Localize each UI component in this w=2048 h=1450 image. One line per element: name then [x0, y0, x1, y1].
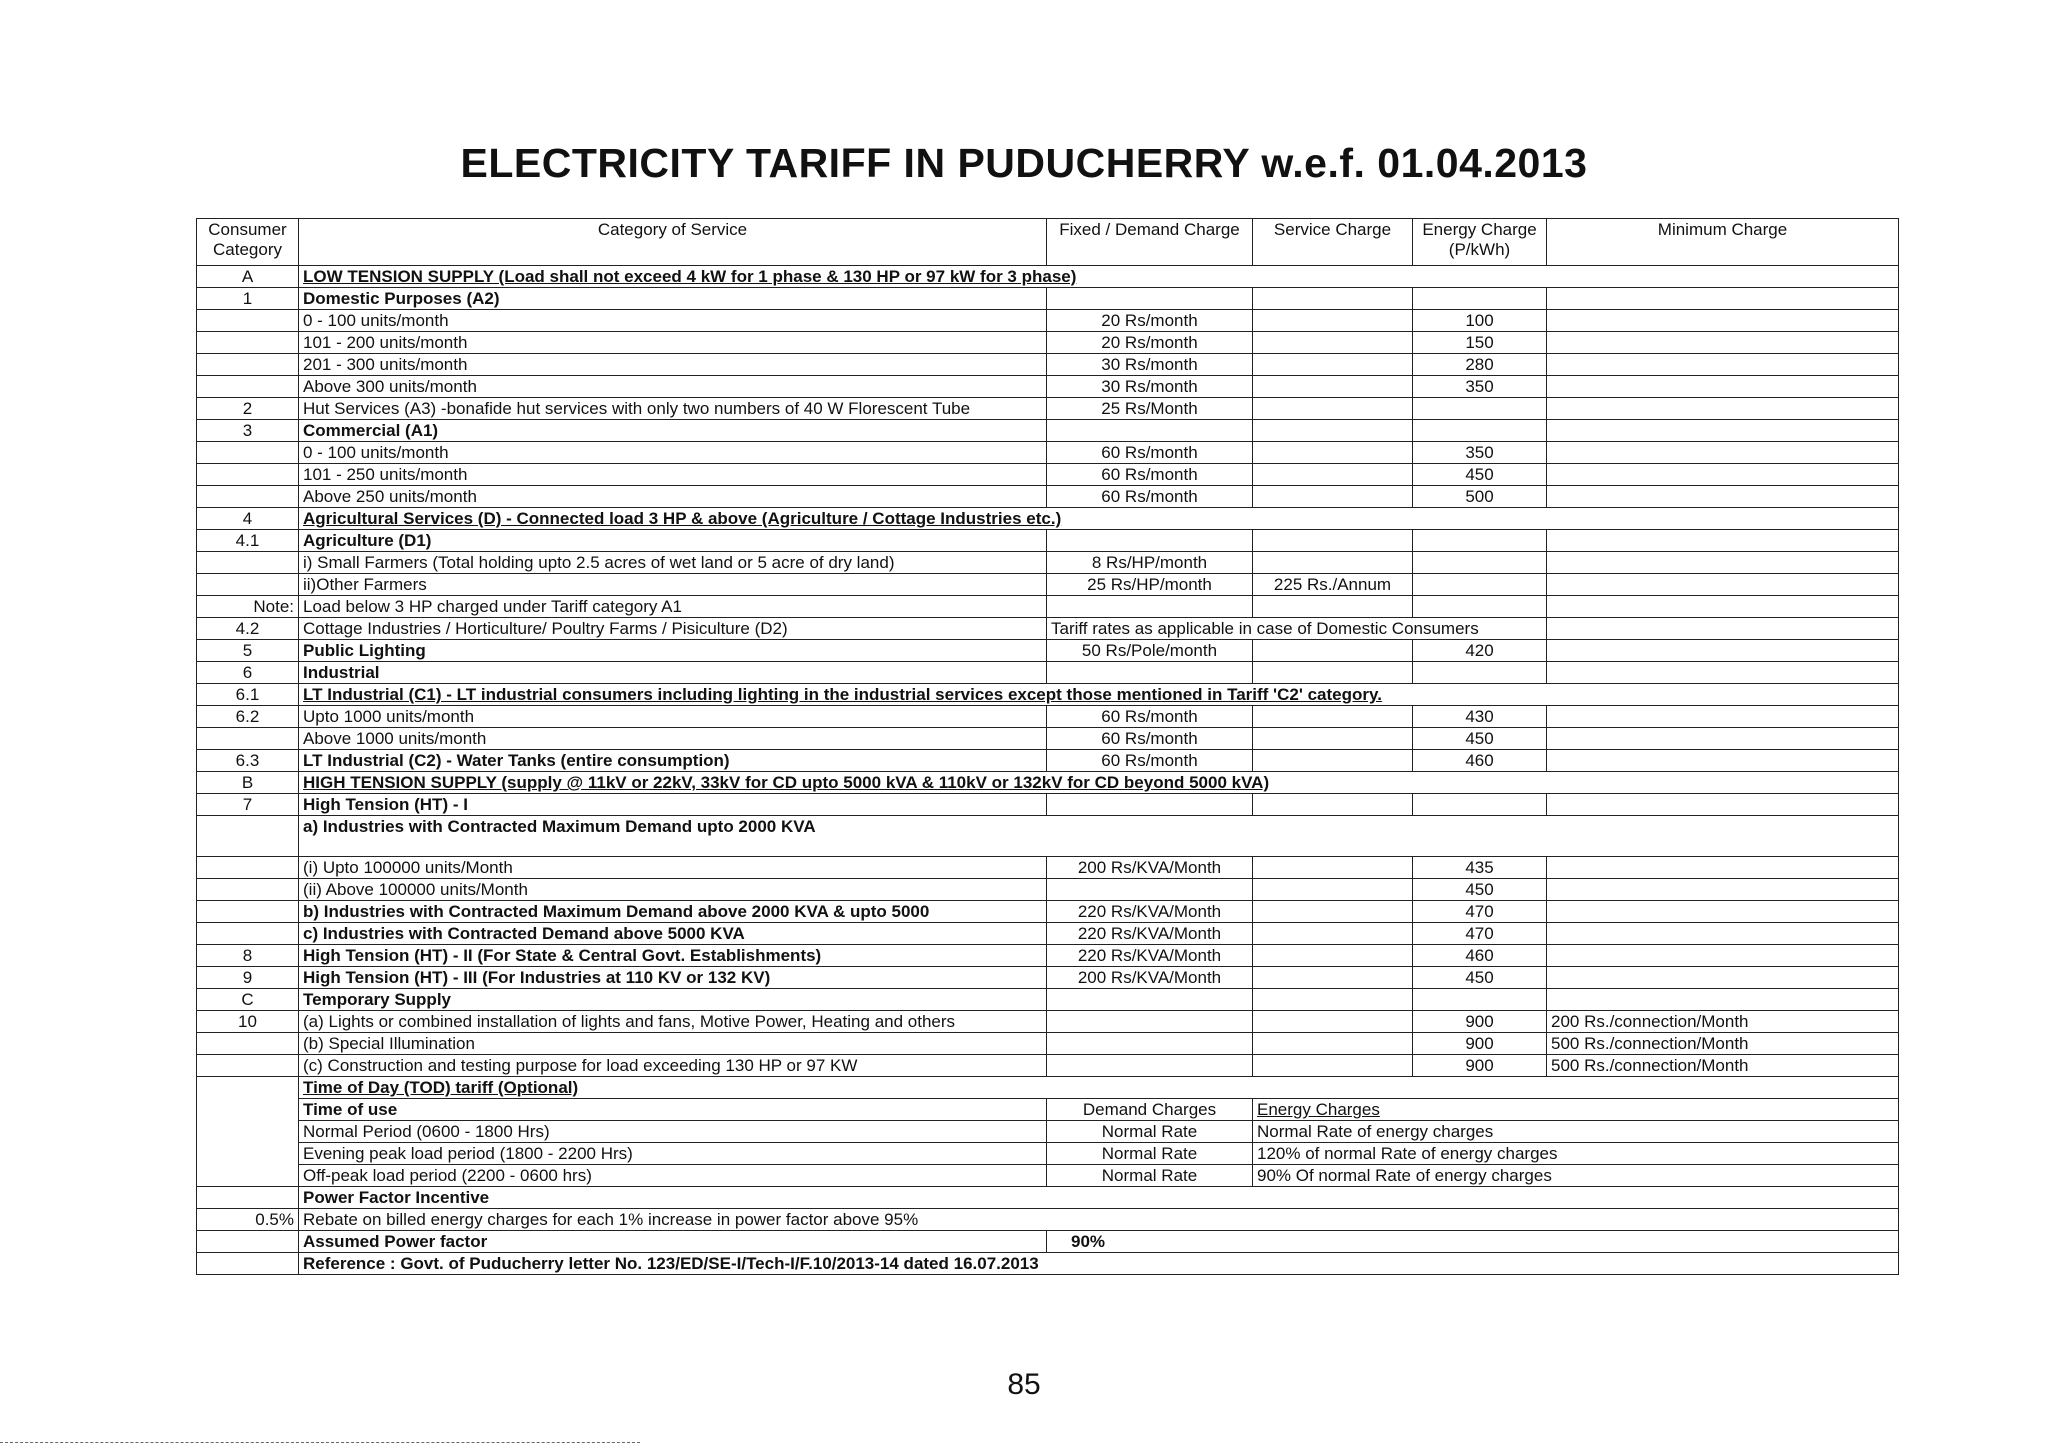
row-category: [197, 310, 299, 332]
row-service: i) Small Farmers (Total holding upto 2.5 acres of wet land or 5 acre of dry land): [299, 552, 1047, 574]
table-row: [197, 398, 1899, 420]
row-service-charge: [1253, 464, 1413, 486]
row-minimum-charge: [1547, 376, 1899, 398]
header-consumer-category: Consumer Category: [197, 219, 299, 266]
row-energy-charge: 470: [1413, 901, 1547, 923]
table-row: [197, 332, 1899, 354]
row-minimum-charge: [1547, 794, 1899, 816]
row-minimum-charge: [1547, 728, 1899, 750]
row-fixed-charge: 60 Rs/month: [1047, 706, 1253, 728]
table-row: [197, 596, 1899, 618]
row-minimum-charge: [1547, 706, 1899, 728]
tod-demand: Normal Rate: [1047, 1165, 1253, 1187]
row-category: [197, 354, 299, 376]
tod-section: [197, 1077, 1899, 1275]
row-service-charge: [1253, 310, 1413, 332]
row-minimum-charge: [1547, 354, 1899, 376]
row-energy-charge: [1413, 989, 1547, 1011]
row-service-charge: [1253, 967, 1413, 989]
row-fixed-charge: 20 Rs/month: [1047, 332, 1253, 354]
row-service-charge: [1253, 486, 1413, 508]
row-fixed-charge: 200 Rs/KVA/Month: [1047, 967, 1253, 989]
row-service: High Tension (HT) - II (For State & Central Govt. Establishments): [299, 945, 1047, 967]
row-minimum-charge: [1547, 989, 1899, 1011]
row-service: LT Industrial (C2) - Water Tanks (entire consumption): [299, 750, 1047, 772]
pf-heading-row: [197, 1187, 1899, 1209]
tod-period: Evening peak load period (1800 - 2200 Hrs): [299, 1143, 1047, 1165]
row-minimum-charge: [1547, 420, 1899, 442]
row-service-charge: [1253, 376, 1413, 398]
table-row: [197, 967, 1899, 989]
row-fixed-charge: [1047, 662, 1253, 684]
row-service-charge: [1253, 901, 1413, 923]
row-service-charge: [1253, 552, 1413, 574]
reference-text: Reference : Govt. of Puducherry letter No. 123/ED/SE-I/Tech-I/F.10/2013-14 dated 16.07.2013: [299, 1253, 1899, 1275]
row-category: 6.3: [197, 750, 299, 772]
row-energy-charge: [1413, 552, 1547, 574]
table-row: [197, 945, 1899, 967]
row-minimum-charge: [1547, 923, 1899, 945]
row-energy-charge: [1413, 574, 1547, 596]
page-number: 85: [1007, 1368, 1041, 1401]
row-energy-charge: 470: [1413, 923, 1547, 945]
table-row: [197, 794, 1899, 816]
table-row: [197, 879, 1899, 901]
tod-demand-charges: Demand Charges: [1047, 1099, 1253, 1121]
row-category: [197, 1055, 299, 1077]
row-energy-charge: 435: [1413, 857, 1547, 879]
row-service: Above 1000 units/month: [299, 728, 1047, 750]
row-service: Domestic Purposes (A2): [299, 288, 1047, 310]
tod-period-row: [197, 1165, 1899, 1187]
row-minimum-charge: [1547, 310, 1899, 332]
pf-rebate-text: Rebate on billed energy charges for each 1% increase in power factor above 95%: [299, 1209, 1899, 1231]
row-energy-charge: [1413, 420, 1547, 442]
row-energy-charge: [1413, 398, 1547, 420]
row-service: LT Industrial (C1) - LT industrial consumers including lighting in the industrial services except those mentioned in Tariff 'C2' category.: [299, 684, 1899, 706]
row-service-charge: [1253, 662, 1413, 684]
row-category: [197, 376, 299, 398]
tariff-body: [197, 266, 1899, 1077]
row-minimum-charge: [1547, 967, 1899, 989]
row-service: a) Industries with Contracted Maximum Demand upto 2000 KVA: [299, 816, 1899, 857]
table-row: [197, 816, 1899, 857]
row-fixed-charge: 30 Rs/month: [1047, 354, 1253, 376]
row-category: 7: [197, 794, 299, 816]
row-service-charge: [1253, 1055, 1413, 1077]
row-service-charge: [1253, 706, 1413, 728]
row-fixed-charge: 60 Rs/month: [1047, 464, 1253, 486]
row-fixed-charge: 60 Rs/month: [1047, 750, 1253, 772]
row-minimum-charge: [1547, 750, 1899, 772]
row-minimum-charge: [1547, 574, 1899, 596]
row-minimum-charge: [1547, 945, 1899, 967]
row-energy-charge: [1413, 794, 1547, 816]
row-category: [197, 574, 299, 596]
row-service-charge: [1253, 442, 1413, 464]
row-fixed-charge: [1047, 1033, 1253, 1055]
row-fixed-charge: 220 Rs/KVA/Month: [1047, 945, 1253, 967]
table-row: [197, 618, 1899, 640]
row-minimum-charge: [1547, 618, 1899, 640]
row-fixed-charge: [1047, 288, 1253, 310]
row-energy-charge: 430: [1413, 706, 1547, 728]
table-row: [197, 857, 1899, 879]
row-category: 5: [197, 640, 299, 662]
table-row: [197, 1011, 1899, 1033]
table-row: [197, 662, 1899, 684]
tod-heading: Time of Day (TOD) tariff (Optional): [299, 1077, 1899, 1099]
table-row: [197, 772, 1899, 794]
row-fixed-charge: 60 Rs/month: [1047, 442, 1253, 464]
row-category: A: [197, 266, 299, 288]
row-category: C: [197, 989, 299, 1011]
tod-demand: Normal Rate: [1047, 1143, 1253, 1165]
row-service-charge: [1253, 750, 1413, 772]
row-energy-charge: 900: [1413, 1011, 1547, 1033]
row-energy-charge: 900: [1413, 1055, 1547, 1077]
row-energy-charge: 450: [1413, 967, 1547, 989]
row-category: B: [197, 772, 299, 794]
tod-subheader-row: [197, 1099, 1899, 1121]
pf-rebate-row: [197, 1209, 1899, 1231]
row-category: 8: [197, 945, 299, 967]
row-fixed-charge: 60 Rs/month: [1047, 728, 1253, 750]
row-service: Upto 1000 units/month: [299, 706, 1047, 728]
row-service-charge: [1253, 989, 1413, 1011]
row-service-charge: [1253, 288, 1413, 310]
row-service: Commercial (A1): [299, 420, 1047, 442]
row-service-charge: [1253, 530, 1413, 552]
row-minimum-charge: [1547, 662, 1899, 684]
table-row: [197, 1055, 1899, 1077]
row-service: 201 - 300 units/month: [299, 354, 1047, 376]
row-service: 101 - 250 units/month: [299, 464, 1047, 486]
row-category: 3: [197, 420, 299, 442]
row-fixed-charge: 25 Rs/Month: [1047, 398, 1253, 420]
pf-assumed-row: [197, 1231, 1899, 1253]
table-row: [197, 464, 1899, 486]
row-service: c) Industries with Contracted Demand above 5000 KVA: [299, 923, 1047, 945]
row-service: b) Industries with Contracted Maximum Demand above 2000 KVA & upto 5000: [299, 901, 1047, 923]
row-service-charge: [1253, 879, 1413, 901]
row-service: Agriculture (D1): [299, 530, 1047, 552]
row-service: ii)Other Farmers: [299, 574, 1047, 596]
table-row: [197, 310, 1899, 332]
row-energy-charge: 450: [1413, 464, 1547, 486]
row-category: 9: [197, 967, 299, 989]
table-row: [197, 706, 1899, 728]
row-service-charge: 225 Rs./Annum: [1253, 574, 1413, 596]
row-minimum-charge: [1547, 486, 1899, 508]
row-service: 0 - 100 units/month: [299, 310, 1047, 332]
footer-rule: [0, 1442, 640, 1443]
header-service-charge: Service Charge: [1253, 219, 1413, 266]
table-row: [197, 442, 1899, 464]
row-fixed-charge: [1047, 989, 1253, 1011]
row-minimum-charge: [1547, 332, 1899, 354]
row-service: High Tension (HT) - III (For Industries at 110 KV or 132 KV): [299, 967, 1047, 989]
row-category: [197, 879, 299, 901]
row-service-charge: [1253, 398, 1413, 420]
row-fixed-charge: Tariff rates as applicable in case of Domestic Consumers: [1047, 618, 1547, 640]
row-category: 10: [197, 1011, 299, 1033]
row-fixed-charge: 8 Rs/HP/month: [1047, 552, 1253, 574]
row-fixed-charge: [1047, 420, 1253, 442]
row-minimum-charge: [1547, 288, 1899, 310]
row-service: Hut Services (A3) -bonafide hut services with only two numbers of 40 W Florescent Tube: [299, 398, 1047, 420]
row-category: [197, 486, 299, 508]
table-row: [197, 750, 1899, 772]
reference-cat: [197, 1253, 299, 1275]
row-service-charge: [1253, 728, 1413, 750]
row-category: [197, 332, 299, 354]
row-service: Above 300 units/month: [299, 376, 1047, 398]
table-row: [197, 989, 1899, 1011]
row-energy-charge: [1413, 662, 1547, 684]
reference-row: [197, 1253, 1899, 1275]
row-category: 4: [197, 508, 299, 530]
row-minimum-charge: [1547, 596, 1899, 618]
table-row: [197, 266, 1899, 288]
pf-assumed-value: 90%: [1047, 1231, 1899, 1253]
row-minimum-charge: [1547, 398, 1899, 420]
row-category: Note:: [197, 596, 299, 618]
header-energy-charge: Energy Charge (P/kWh): [1413, 219, 1547, 266]
row-service: Public Lighting: [299, 640, 1047, 662]
row-service: (b) Special Illumination: [299, 1033, 1047, 1055]
row-fixed-charge: 220 Rs/KVA/Month: [1047, 923, 1253, 945]
row-service-charge: [1253, 1033, 1413, 1055]
row-category: 1: [197, 288, 299, 310]
pf-heading: Power Factor Incentive: [299, 1187, 1899, 1209]
table-row: [197, 552, 1899, 574]
table-row: [197, 508, 1899, 530]
table-row: [197, 684, 1899, 706]
row-fixed-charge: [1047, 530, 1253, 552]
row-category: 4.1: [197, 530, 299, 552]
row-category: [197, 901, 299, 923]
row-service: (c) Construction and testing purpose for load exceeding 130 HP or 97 KW: [299, 1055, 1047, 1077]
row-energy-charge: 150: [1413, 332, 1547, 354]
row-fixed-charge: 30 Rs/month: [1047, 376, 1253, 398]
row-service: HIGH TENSION SUPPLY (supply @ 11kV or 22kV, 33kV for CD upto 5000 kVA & 110kV or 132kV for CD beyond 5000 kVA): [299, 772, 1899, 794]
tod-energy-charges: Energy Charges: [1253, 1099, 1899, 1121]
table-row: [197, 530, 1899, 552]
pf-assumed-label: Assumed Power factor: [299, 1231, 1047, 1253]
row-energy-charge: 450: [1413, 879, 1547, 901]
row-energy-charge: 460: [1413, 945, 1547, 967]
tod-energy: 120% of normal Rate of energy charges: [1253, 1143, 1899, 1165]
row-energy-charge: 420: [1413, 640, 1547, 662]
header-category-of-service: Category of Service: [299, 219, 1047, 266]
header-row: [197, 219, 1899, 266]
row-minimum-charge: 500 Rs./connection/Month: [1547, 1033, 1899, 1055]
row-service: Agricultural Services (D) - Connected load 3 HP & above (Agriculture / Cottage Industries etc.): [299, 508, 1899, 530]
row-service: (a) Lights or combined installation of lights and fans, Motive Power, Heating and others: [299, 1011, 1047, 1033]
row-minimum-charge: [1547, 530, 1899, 552]
row-minimum-charge: [1547, 442, 1899, 464]
table-row: [197, 640, 1899, 662]
tod-period-row: [197, 1121, 1899, 1143]
tod-demand: Normal Rate: [1047, 1121, 1253, 1143]
row-service-charge: [1253, 354, 1413, 376]
row-fixed-charge: [1047, 879, 1253, 901]
row-energy-charge: [1413, 596, 1547, 618]
row-fixed-charge: 25 Rs/HP/month: [1047, 574, 1253, 596]
row-service-charge: [1253, 923, 1413, 945]
tod-energy: Normal Rate of energy charges: [1253, 1121, 1899, 1143]
row-service-charge: [1253, 596, 1413, 618]
tod-energy: 90% Of normal Rate of energy charges: [1253, 1165, 1899, 1187]
row-service-charge: [1253, 1011, 1413, 1033]
table-row: [197, 288, 1899, 310]
row-service: LOW TENSION SUPPLY (Load shall not exceed 4 kW for 1 phase & 130 HP or 97 kW for 3 phase): [299, 266, 1899, 288]
row-fixed-charge: 50 Rs/Pole/month: [1047, 640, 1253, 662]
tariff-table: [196, 218, 1899, 1275]
tod-period-row: [197, 1143, 1899, 1165]
row-fixed-charge: [1047, 1011, 1253, 1033]
row-fixed-charge: 220 Rs/KVA/Month: [1047, 901, 1253, 923]
table-row: [197, 574, 1899, 596]
table-row: [197, 1033, 1899, 1055]
tod-period: Normal Period (0600 - 1800 Hrs): [299, 1121, 1047, 1143]
row-fixed-charge: 60 Rs/month: [1047, 486, 1253, 508]
row-service-charge: [1253, 794, 1413, 816]
row-category: 6.1: [197, 684, 299, 706]
row-fixed-charge: [1047, 1055, 1253, 1077]
row-category: 6.2: [197, 706, 299, 728]
tod-heading-row: [197, 1077, 1899, 1099]
row-category: 2: [197, 398, 299, 420]
row-category: 4.2: [197, 618, 299, 640]
table-row: [197, 486, 1899, 508]
row-energy-charge: 460: [1413, 750, 1547, 772]
row-energy-charge: 280: [1413, 354, 1547, 376]
row-fixed-charge: [1047, 596, 1253, 618]
row-energy-charge: 450: [1413, 728, 1547, 750]
page-title: ELECTRICITY TARIFF IN PUDUCHERRY w.e.f. 01.04.2013: [460, 140, 1588, 186]
row-service-charge: [1253, 640, 1413, 662]
row-service-charge: [1253, 420, 1413, 442]
row-minimum-charge: [1547, 901, 1899, 923]
row-category: [197, 857, 299, 879]
row-minimum-charge: [1547, 640, 1899, 662]
table-row: [197, 420, 1899, 442]
tod-time-of-use: Time of use: [299, 1099, 1047, 1121]
row-service: Temporary Supply: [299, 989, 1047, 1011]
row-energy-charge: 900: [1413, 1033, 1547, 1055]
tod-period: Off-peak load period (2200 - 0600 hrs): [299, 1165, 1047, 1187]
row-service: Industrial: [299, 662, 1047, 684]
row-category: [197, 552, 299, 574]
row-service: Above 250 units/month: [299, 486, 1047, 508]
pf-assumed-cat: [197, 1231, 299, 1253]
header-fixed-demand-charge: Fixed / Demand Charge: [1047, 219, 1253, 266]
table-row: [197, 728, 1899, 750]
row-service-charge: [1253, 945, 1413, 967]
table-row: [197, 901, 1899, 923]
row-fixed-charge: 20 Rs/month: [1047, 310, 1253, 332]
row-minimum-charge: 500 Rs./connection/Month: [1547, 1055, 1899, 1077]
row-minimum-charge: 200 Rs./connection/Month: [1547, 1011, 1899, 1033]
row-fixed-charge: [1047, 794, 1253, 816]
row-minimum-charge: [1547, 464, 1899, 486]
table-row: [197, 354, 1899, 376]
row-category: [197, 728, 299, 750]
pf-cat-cell: [197, 1187, 299, 1209]
header-minimum-charge: Minimum Charge: [1547, 219, 1899, 266]
row-energy-charge: 500: [1413, 486, 1547, 508]
table-row: [197, 923, 1899, 945]
row-service: High Tension (HT) - I: [299, 794, 1047, 816]
row-service: (ii) Above 100000 units/Month: [299, 879, 1047, 901]
row-fixed-charge: 200 Rs/KVA/Month: [1047, 857, 1253, 879]
tod-cat-cell: [197, 1077, 299, 1187]
row-minimum-charge: [1547, 857, 1899, 879]
row-service: 0 - 100 units/month: [299, 442, 1047, 464]
row-category: [197, 816, 299, 857]
row-service-charge: [1253, 857, 1413, 879]
table-row: [197, 376, 1899, 398]
row-energy-charge: 350: [1413, 442, 1547, 464]
row-energy-charge: [1413, 288, 1547, 310]
row-category: 6: [197, 662, 299, 684]
row-energy-charge: 100: [1413, 310, 1547, 332]
pf-rebate-pct: 0.5%: [197, 1209, 299, 1231]
row-minimum-charge: [1547, 552, 1899, 574]
row-energy-charge: 350: [1413, 376, 1547, 398]
row-category: [197, 442, 299, 464]
row-category: [197, 464, 299, 486]
row-service: (i) Upto 100000 units/Month: [299, 857, 1047, 879]
row-service: Load below 3 HP charged under Tariff category A1: [299, 596, 1047, 618]
row-minimum-charge: [1547, 879, 1899, 901]
row-category: [197, 1033, 299, 1055]
row-energy-charge: [1413, 530, 1547, 552]
row-service: Cottage Industries / Horticulture/ Poultry Farms / Pisiculture (D2): [299, 618, 1047, 640]
row-category: [197, 923, 299, 945]
row-service-charge: [1253, 332, 1413, 354]
row-service: 101 - 200 units/month: [299, 332, 1047, 354]
